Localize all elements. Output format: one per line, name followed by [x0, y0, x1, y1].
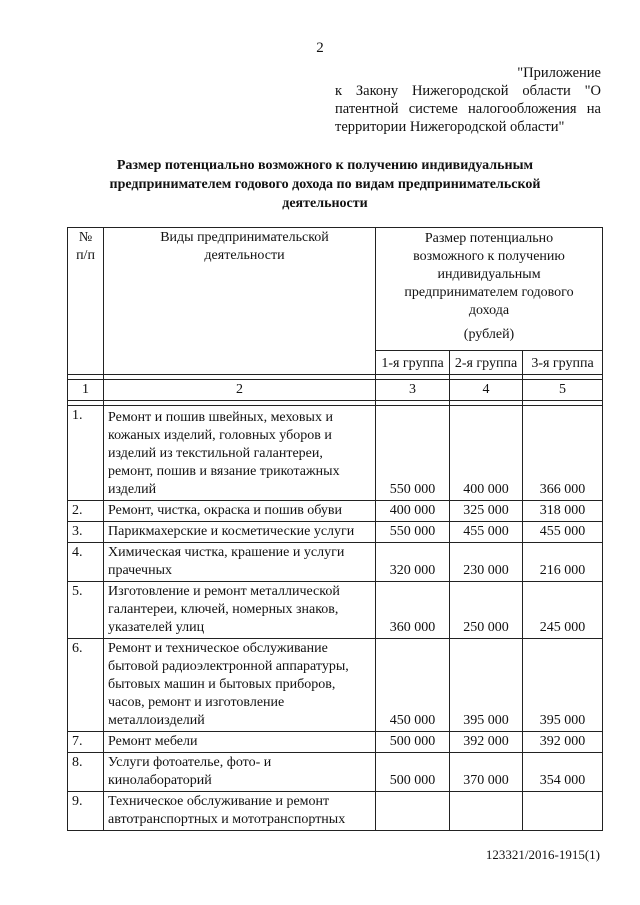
- row-group-1: 360 000: [376, 582, 450, 639]
- column-number: 3: [376, 380, 450, 401]
- row-group-2: 392 000: [450, 732, 523, 753]
- appendix-note: [335, 64, 601, 136]
- table-header-row: [68, 228, 603, 351]
- row-activity: Ремонт, чистка, окраска и пошив обуви: [104, 501, 376, 522]
- row-group-3: 455 000: [523, 522, 603, 543]
- page-number: 2: [316, 40, 324, 56]
- row-number: 8.: [68, 753, 104, 792]
- header-income: [376, 228, 603, 351]
- row-group-2: [450, 792, 523, 831]
- row-group-2: 370 000: [450, 753, 523, 792]
- row-group-3: 392 000: [523, 732, 603, 753]
- table-row: [68, 543, 603, 582]
- table-row: [68, 792, 603, 831]
- row-number: 3.: [68, 522, 104, 543]
- header-group-3: 3-я группа: [523, 351, 603, 375]
- row-group-3: 245 000: [523, 582, 603, 639]
- row-group-1: [376, 792, 450, 831]
- row-activity: Изготовление и ремонт металлической галантереи, ключей, номерных знаков, указателей улиц: [104, 582, 376, 639]
- column-number-row: [68, 380, 603, 401]
- table-row: [68, 639, 603, 732]
- row-group-1: 550 000: [376, 522, 450, 543]
- row-activity: Парикмахерские и косметические услуги: [104, 522, 376, 543]
- row-number: 2.: [68, 501, 104, 522]
- row-group-3: 366 000: [523, 406, 603, 501]
- row-number: 4.: [68, 543, 104, 582]
- table-row: [68, 406, 603, 501]
- header-group-2: 2-я группа: [450, 351, 523, 375]
- document-title: Размер потенциально возможного к получению индивидуальным предпринимателем годового дохода по видам предпринимательской деятельности: [109, 158, 541, 211]
- row-group-3: 318 000: [523, 501, 603, 522]
- row-group-1: 400 000: [376, 501, 450, 522]
- appendix-line: патентной системе налогообложения на: [335, 101, 601, 117]
- appendix-line: к Закону Нижегородской области "О: [335, 83, 601, 99]
- header-unit: (рублей): [463, 327, 515, 342]
- column-number: 5: [523, 380, 603, 401]
- table-row: [68, 501, 603, 522]
- column-number: 1: [68, 380, 104, 401]
- row-number: 5.: [68, 582, 104, 639]
- table-row: [68, 753, 603, 792]
- row-number: 7.: [68, 732, 104, 753]
- row-number: 9.: [68, 792, 104, 831]
- column-number: 2: [104, 380, 376, 401]
- row-group-2: 230 000: [450, 543, 523, 582]
- row-activity: Техническое обслуживание и ремонт автотранспортных и мототранспортных: [104, 792, 376, 831]
- row-group-3: 216 000: [523, 543, 603, 582]
- row-group-1: 550 000: [376, 406, 450, 501]
- row-group-2: 455 000: [450, 522, 523, 543]
- table-row: [68, 522, 603, 543]
- income-table: [67, 227, 603, 831]
- row-group-2: 250 000: [450, 582, 523, 639]
- table-row: [68, 582, 603, 639]
- row-group-2: 395 000: [450, 639, 523, 732]
- header-group-1: 1-я группа: [376, 351, 450, 375]
- row-group-3: 354 000: [523, 753, 603, 792]
- row-group-1: 500 000: [376, 732, 450, 753]
- row-group-1: 500 000: [376, 753, 450, 792]
- header-income-label: Размер потенциально возможного к получению индивидуальным предпринимателем годового дохода: [404, 231, 574, 318]
- appendix-line: территории Нижегородской области": [335, 119, 565, 135]
- column-number: 4: [450, 380, 523, 401]
- row-number: 6.: [68, 639, 104, 732]
- row-group-1: 320 000: [376, 543, 450, 582]
- row-activity: Ремонт мебели: [104, 732, 376, 753]
- appendix-line: "Приложение: [517, 65, 601, 81]
- row-number: 1.: [68, 406, 104, 501]
- row-group-2: 400 000: [450, 406, 523, 501]
- row-activity: Ремонт и техническое обслуживание бытовой радиоэлектронной аппаратуры, бытовых машин и бытовых приборов, часов, ремонт и изготовление металлоизделий: [104, 639, 376, 732]
- document-footer-id: 123321/2016-1915(1): [485, 847, 600, 862]
- row-group-2: 325 000: [450, 501, 523, 522]
- header-number: № п/п: [68, 228, 104, 375]
- row-group-3: 395 000: [523, 639, 603, 732]
- row-activity: Ремонт и пошив швейных, меховых и кожаных изделий, головных уборов и изделий из текстильной галантереи, ремонт, пошив и вязание трикотажных изделий: [104, 406, 376, 501]
- row-activity: Услуги фотоателье, фото- и кинолабораторий: [104, 753, 376, 792]
- row-activity: Химическая чистка, крашение и услуги прачечных: [104, 543, 376, 582]
- row-group-1: 450 000: [376, 639, 450, 732]
- row-group-3: [523, 792, 603, 831]
- table-row: [68, 732, 603, 753]
- header-activity: Виды предпринимательской деятельности: [104, 228, 376, 375]
